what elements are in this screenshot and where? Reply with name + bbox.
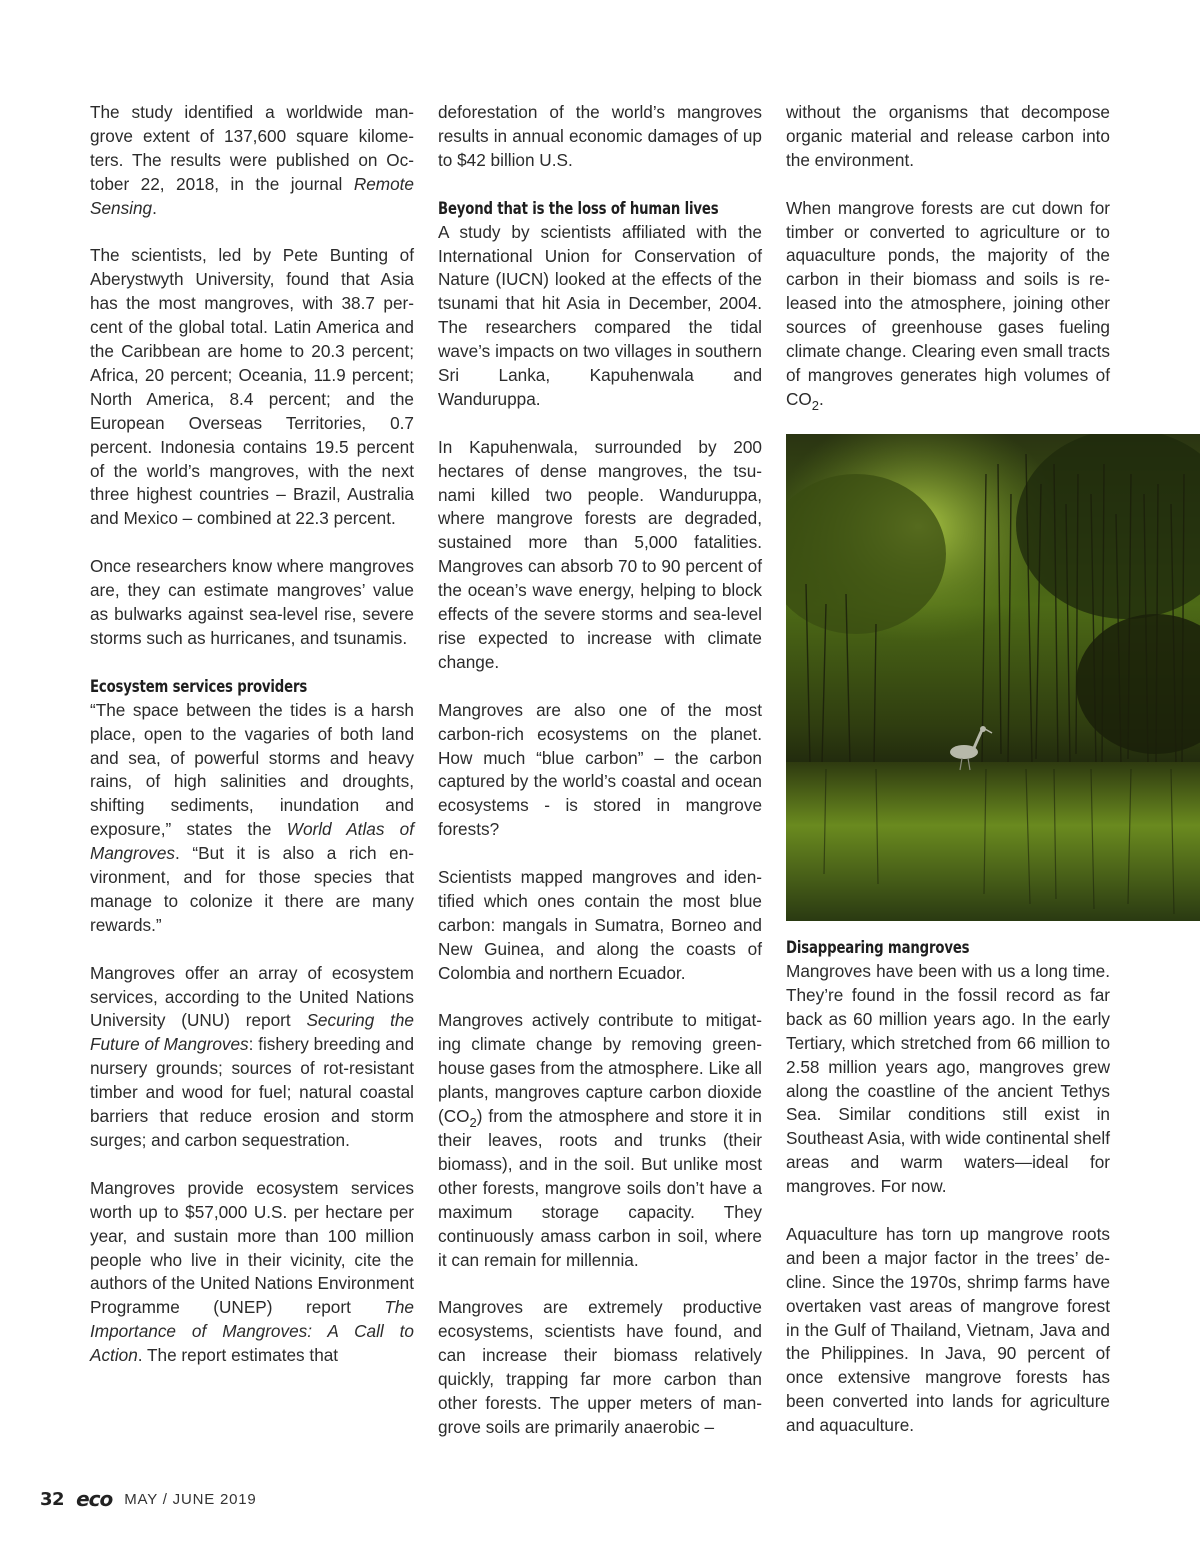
water-reflection (786, 762, 1200, 921)
article-column-1 (90, 101, 414, 1368)
page-footer (40, 1487, 257, 1511)
paragraph: without the organisms that decompose organic material and release carbon into the environment. (786, 102, 1110, 170)
paragraph: Mangroves are also one of the most carbon-rich ecosystems on the planet. How much “blue carbon” – the carbon captured by the world’s coastal and ocean ecosystems - is stored in mangrove forests? (438, 699, 762, 840)
article-column-2 (438, 101, 762, 1440)
paragraph: Once researchers know where mangroves are, they can estimate mangroves’ value as bulwarks against sea-level rise, severe storms such as hurricanes, and tsunamis. (90, 556, 414, 648)
paragraph: A study by scientists affiliated with the International Union for Conservation of Nature (IUCN) looked at the effects of the tsunami that hit Asia in December, 2004. The researchers compared the tidal wave’s impacts on two villages in southern Sri Lanka, Kapuhenwala and Wanduruppa. (438, 221, 762, 409)
paragraph: When mangrove forests are cut down for timber or converted to agriculture or to aquaculture ponds, the majority of the carbon in their biomass and soils is released into the atmosphere, joining other sources of greenhouse gases fueling climate change. Clearing even small tracts of mangroves generates high volumes of $CO_2$. (786, 197, 1110, 413)
paragraph: The scientists, led by Pete Bunting of Aberystwyth University, found that Asia has the most mangroves, with 38.7 percent of the global total. Latin America and the Caribbean are home to 20.3 percent; Africa, 20 percent; Oceania, 11.9 percent; North America, 8.4 percent; and the European Overseas Territories, 0.7 percent. Indonesia contains 19.5 percent of the world’s mangroves, with the next three highest countries – Brazil, Australia and Mexico – combined at 22.3 percent. (90, 245, 414, 529)
paragraph: The study identified a worldwide mangrove extent of 137,600 square kilometers. The results were published on October 22, 2018, in the journal Remote Sensing. (90, 102, 414, 218)
article-column-3-top (786, 101, 1110, 412)
paragraph: Aquaculture has torn up mangrove roots and been a major factor in the trees’ decline. Since the 1970s, shrimp farms have overtaken vast areas of mangrove forest in the Gulf of Thailand, Vietnam, Java and the Philippines. In Java, 90 percent of once extensive mangrove forests has been converted into lands for agriculture and aquaculture. (786, 1223, 1110, 1436)
paragraph: Scientists mapped mangroves and identified which ones contain the most blue carbon: mangals in Sumatra, Borneo and New Guinea, and along the coasts of Colombia and northern Ecuador. (438, 867, 762, 983)
paragraph: Mangroves actively contribute to mitigating climate change by removing greenhouse gases from the atmosphere. Like all plants, mangroves capture carbon dioxide $(CO_2)$ from the atmosphere and store it in their leaves, roots and trunks (their biomass), and in the soil. But unlike most other forests, mangrove soils don’t have a maximum storage capacity. They continuously amass carbon in soil, where it can remain for millennia. (438, 1010, 762, 1270)
mangrove-photo (786, 434, 1200, 921)
page-number: 32 (40, 1488, 65, 1510)
section-heading: Ecosystem services providers (90, 676, 308, 697)
issue-date: MAY / JUNE 2019 (124, 1490, 257, 1508)
article-column-3-bottom (786, 936, 1110, 1438)
paragraph: Mangroves provide ecosystem services worth up to $57,000 U.S. per hectare per year, and sustain more than 100 million people who live in their vicinity, cite the authors of the United Nations Environment Programme (UNEP) report The Importance of Mangroves: A Call to Action. The report estimates that (90, 1177, 414, 1366)
paragraph: Mangroves have been with us a long time. They’re found in the fossil record as far back as 60 million years ago. In the early Tertiary, which stretched from 66 million to 2.58 million years ago, mangroves grew along the coastline of the ancient Tethys Sea. Similar conditions still exist in Southeast Asia, with wide continental shelf areas and warm waters—ideal for mangroves. For now. (786, 961, 1110, 1197)
paragraph: “The space between the tides is a harsh place, open to the vagaries of both land and sea, of powerful storms and heavy rains, of high salinities and droughts, shifting sediments, inundation and exposure,” states the World Atlas of Mangroves. “But it is also a rich environment, and for those species that manage to colonize it there are many rewards.” (90, 699, 415, 935)
section-heading: Disappearing mangroves (786, 938, 970, 958)
paragraph: In Kapuhenwala, surrounded by 200 hectares of dense mangroves, the tsunami killed two people. Wanduruppa, where mangrove forests are degraded, sustained more than 5,000 fatalities. Mangroves can absorb 70 to 90 percent of the ocean’s wave energy, helping to block effects of the severe storms and sea-level rise expected to increase with climate change. (438, 436, 762, 672)
magazine-logo: eco (76, 1487, 113, 1511)
paragraph: Mangroves offer an array of ecosystem services, according to the United Nations University (UNU) report Securing the Future of Mangroves: fishery breeding and nursery grounds; sources of rot-resistant timber and wood for fuel; natural coastal barriers that reduce erosion and storm surges; and carbon sequestration. (90, 962, 415, 1150)
paragraph: deforestation of the world’s mangroves results in annual economic damages of up to $42 billion U.S. (438, 102, 762, 170)
paragraph: Mangroves are extremely productive ecosystems, scientists have found, and can increase their biomass relatively quickly, trapping far more carbon than other forests. The upper meters of mangrove soils are primarily anaerobic – (438, 1297, 762, 1437)
section-heading: Beyond that is the loss of human lives (438, 198, 719, 219)
